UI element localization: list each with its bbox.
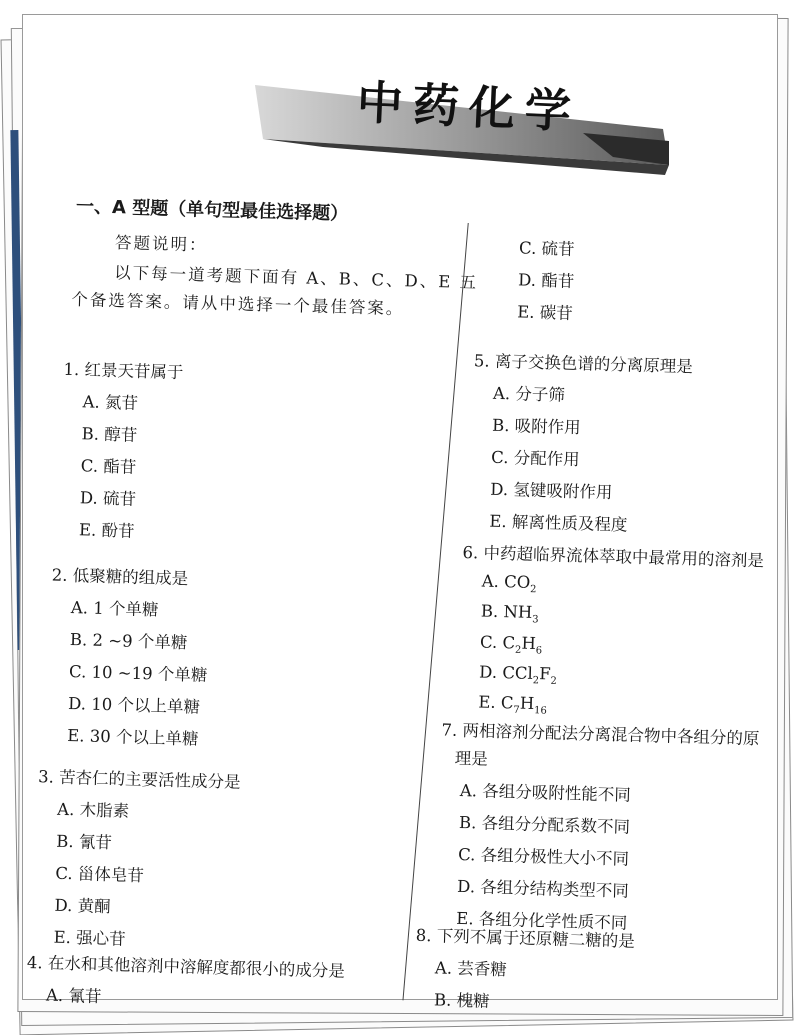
answer-option: E. 解离性质及程度	[489, 511, 628, 535]
answer-option: C. 各组分极性大小不同	[457, 844, 630, 869]
section-heading: 一、A 型题（单句型最佳选择题）	[75, 196, 349, 225]
intro-line-1: 以下每一道考题下面有 A、B、C、D、E 五	[113, 263, 479, 293]
answer-option: D. 10 个以上单糖	[67, 693, 201, 717]
answer-option: E. 强心苷	[53, 927, 126, 949]
question-0	[59, 356, 184, 543]
answer-option: B. 槐糖	[433, 990, 490, 1011]
formula-subscript: 2	[550, 675, 558, 687]
answer-option: E. 酚苷	[78, 520, 135, 541]
question-stem: 2. 低聚糖的组成是	[51, 565, 189, 589]
question-stem: 8. 下列不属于还原糖二糖的是	[415, 925, 636, 951]
answer-option-formula: A. $CO_2$	[481, 571, 537, 596]
answer-option: B. 醇苷	[81, 424, 138, 445]
answer-option: C. 酯苷	[80, 456, 137, 477]
intro-label: 答题说明：	[114, 233, 208, 255]
answer-option: D. 黄酮	[54, 895, 111, 917]
formula-subscript: 2	[532, 675, 540, 687]
answer-option: A. 芸香糖	[434, 958, 508, 980]
answer-option-formula: B. $NH_3$	[480, 601, 539, 626]
answer-option-formula: C. $C_2H_6$	[479, 632, 543, 657]
answer-option: A. 各组分吸附性能不同	[459, 780, 631, 805]
answer-option: E. 碳苷	[517, 302, 574, 323]
question-stem-continued: 理是	[454, 748, 489, 769]
intro-line-2: 个备选答案。请从中选择一个最佳答案。	[71, 289, 405, 319]
answer-option: C. 分配作用	[490, 447, 580, 470]
answer-option: D. 各组分结构类型不同	[456, 876, 630, 901]
formula-subscript: 7	[513, 704, 520, 717]
answer-option: A. 1 个单糖	[70, 598, 159, 620]
formula-subscript: 6	[535, 644, 543, 657]
formula-subscript: 16	[533, 705, 547, 717]
formula-subscript: 2	[514, 644, 522, 656]
question-2	[33, 763, 241, 953]
answer-option: C. 硫苷	[518, 238, 575, 259]
question-stem: 4. 在水和其他溶剂中溶解度都很小的成分是	[26, 952, 346, 981]
formula-subscript: 3	[531, 614, 539, 626]
formula-subscript: 2	[529, 584, 537, 596]
answer-option: A. 氮苷	[82, 392, 139, 413]
question-stem: 3. 苦杏仁的主要活性成分是	[37, 767, 241, 792]
answer-option-formula: D. $CCl_2F_2$	[478, 662, 558, 687]
answer-option: C. 10 ~19 个单糖	[68, 662, 208, 685]
question-5	[469, 347, 693, 537]
question-7	[436, 716, 760, 937]
answer-option: B. 2 ~9 个单糖	[69, 630, 188, 653]
question-stem: 7. 两相溶剂分配法分离混合物中各组分的原	[441, 720, 760, 749]
answer-option: D. 酯苷	[517, 270, 575, 291]
question-6	[458, 539, 764, 723]
content	[10, 5, 791, 1010]
answer-option-formula: E. $C_7H_{16}$	[478, 692, 547, 717]
question-stem: 1. 红景天苷属于	[63, 359, 184, 383]
question-stem: 6. 中药超临界流体萃取中最常用的溶剂是	[462, 542, 765, 571]
answer-option: E. 各组分化学性质不同	[456, 908, 628, 933]
answer-option: D. 硫苷	[79, 488, 137, 509]
answer-option: A. 木脂素	[56, 799, 130, 821]
answer-option: E. 30 个以上单糖	[67, 725, 199, 749]
answer-option: A. 氰苷	[45, 985, 102, 1007]
question-stem: 5. 离子交换色谱的分离原理是	[473, 351, 694, 377]
answer-option: B. 吸附作用	[491, 415, 581, 438]
answer-option: B. 氰苷	[56, 831, 113, 853]
question-1	[47, 561, 210, 749]
answer-option: B. 各组分分配系数不同	[458, 812, 631, 837]
document-page	[22, 14, 778, 1011]
question-4	[497, 226, 576, 324]
answer-option: D. 氢键吸附作用	[490, 479, 613, 503]
question-8	[414, 922, 635, 1016]
answer-option: A. 分子筛	[492, 383, 566, 405]
page-title: 中药化学	[355, 75, 582, 139]
question-3	[26, 949, 345, 1014]
answer-option: C. 甾体皂苷	[55, 863, 145, 886]
